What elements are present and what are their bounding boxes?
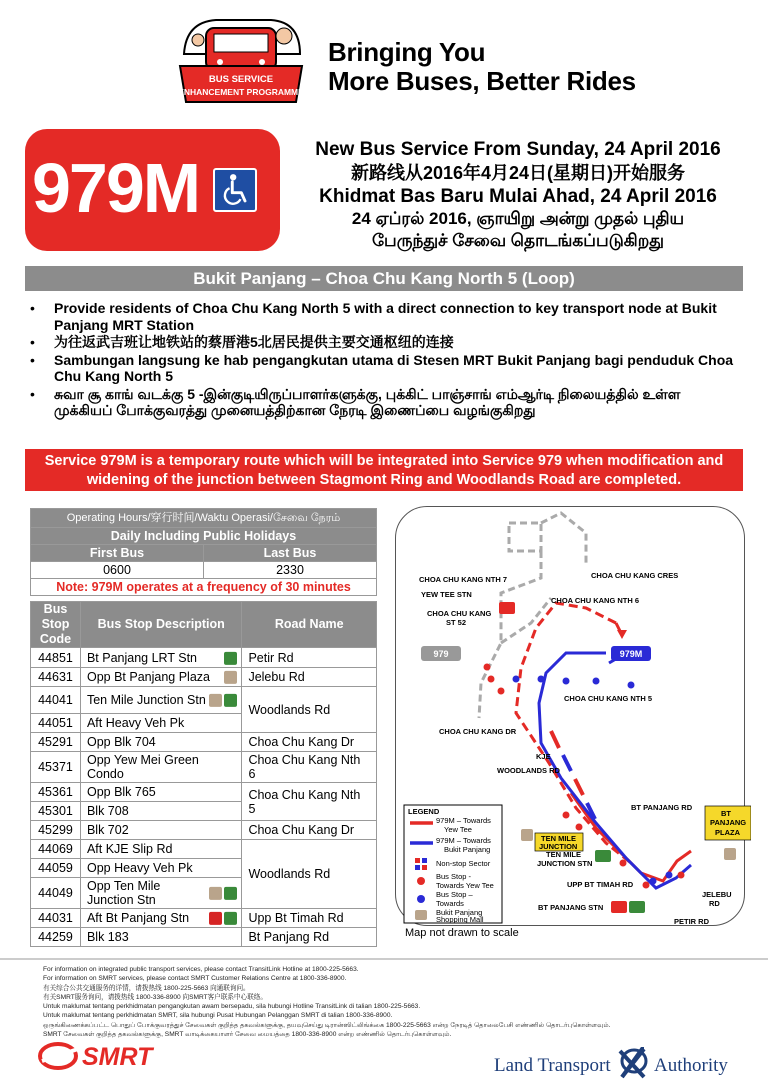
red-route-towards-yew-tee [516, 603, 631, 863]
stop-code: 44051 [31, 714, 81, 733]
legend-blue-stop-1: Bus Stop – [436, 890, 473, 899]
table-row [31, 840, 377, 859]
stop-description [80, 909, 241, 928]
footer-line: Untuk maklumat tentang perkhidmatan SMRT, sila hubungi Pusat Hubungan Pelanggan SMRT di talian 1800-336-8900. [43, 1012, 393, 1020]
table-row [31, 821, 377, 840]
stop-description: Aft Heavy Veh Pk [80, 714, 241, 733]
stop-code: 45361 [31, 783, 81, 802]
road-name: Choa Chu Kang Nth 5 [242, 783, 377, 821]
bus-stop-table [30, 601, 377, 947]
smrt-logo-text: SMRT [82, 1043, 153, 1071]
legend-red-stop-2: Towards Yew Tee [436, 881, 494, 890]
footer-divider [0, 958, 768, 960]
lta-logo-text-1: Land Transport [494, 1055, 611, 1076]
table-row [31, 668, 377, 687]
stop-description: Blk 702 [80, 821, 241, 840]
lta-logo [494, 1043, 754, 1081]
stop-description [80, 878, 241, 909]
road-name: Jelebu Rd [242, 668, 377, 687]
smrt-logo [38, 1041, 168, 1071]
road-name: Upp Bt Timah Rd [242, 909, 377, 928]
last-bus-label: Last Bus [203, 545, 376, 561]
label-bt-panjang-plaza-2: PANJANG [710, 818, 747, 827]
stop-description: Aft KJE Slip Rd [80, 840, 241, 859]
wheelchair-accessible-icon [213, 168, 257, 212]
stop-code: 45291 [31, 733, 81, 752]
header-stop-code: Bus Stop Code [31, 602, 81, 648]
road-name: Choa Chu Kang Dr [242, 821, 377, 840]
label-bt-panjang-plaza-1: BT [721, 809, 731, 818]
stop-description: Opp Heavy Veh Pk [80, 859, 241, 878]
operating-days [31, 528, 376, 545]
label-woodlands-rd: WOODLANDS RD [497, 766, 560, 775]
table-row [31, 928, 377, 947]
tagline-line-1: Bringing You [328, 37, 486, 67]
table-row [31, 909, 377, 928]
lta-logo-text-2: Authority [654, 1055, 728, 1076]
first-bus-label: First Bus [31, 545, 203, 561]
footer-line: For information on integrated public transport services, please contact TransitLink Hotline at 1800-225-5663. [43, 966, 359, 973]
operating-days-text: Daily Including Public Holidays [110, 529, 297, 543]
legend-blue-line-1: 979M – Towards [436, 836, 491, 845]
label-cck-nth7: CHOA CHU KANG NTH 7 [419, 575, 508, 584]
service-number: 979M [32, 149, 200, 227]
stop-description [80, 668, 241, 687]
benefit-chinese: • 为往返武吉班让地铁站的蔡厝港5北居民提供主要交通枢纽的连接 [28, 334, 740, 351]
road-name: Woodlands Rd [242, 687, 377, 733]
label-kje: KJE [536, 752, 551, 761]
label-ten-mile-1: TEN MILE [541, 834, 576, 843]
table-row [31, 733, 377, 752]
label-jelebu-2: RD [709, 899, 720, 908]
lrt-icon [224, 887, 237, 900]
service-979-label: 979 [433, 649, 449, 659]
stop-description: Blk 183 [80, 928, 241, 947]
stop-description-text: Aft Bt Panjang Stn [86, 911, 190, 925]
label-cck-st52-1: CHOA CHU KANG [427, 609, 492, 618]
start-malay: Khidmat Bas Baru Mulai Ahad, 24 April 2016 [319, 186, 717, 207]
lrt-icon [224, 652, 237, 665]
shopping-mall-icon [209, 887, 222, 900]
road-name: Woodlands Rd [242, 840, 377, 909]
label-yew-tee: YEW TEE STN [421, 590, 472, 599]
ten-mile-lrt-icon [595, 850, 611, 862]
header-road-name: Road Name [242, 602, 377, 648]
label-cck-nth5: CHOA CHU KANG NTH 5 [564, 694, 653, 703]
road-name: Choa Chu Kang Nth 6 [242, 752, 377, 783]
stop-code: 44049 [31, 878, 81, 909]
footer-contact-info [43, 965, 743, 1039]
legend-mall-icon [415, 910, 427, 920]
stop-description: Blk 708 [80, 802, 241, 821]
stop-description: Opp Blk 765 [80, 783, 241, 802]
bus-times-header-row [31, 545, 376, 562]
stop-description [80, 648, 241, 668]
legend-red-line-2: Yew Tee [444, 825, 472, 834]
yew-tee-mrt-icon [499, 602, 515, 614]
bus-service-enhancement-programme-logo [176, 14, 306, 108]
stop-code: 45299 [31, 821, 81, 840]
table-row [31, 648, 377, 668]
stop-code: 44059 [31, 859, 81, 878]
stop-code: 44259 [31, 928, 81, 947]
label-petir-rd: PETIR RD [674, 917, 710, 926]
stop-code: 45301 [31, 802, 81, 821]
stop-code: 44851 [31, 648, 81, 668]
footer-line: Untuk maklumat tentang perkhidmatan pengangkutan awam bersepadu, sila hubungi Hotline TransitLink di talian 1800-225-5663. [43, 1003, 421, 1011]
footer-line: SMRT சேவைகள் குறித்த தகவல்களுக்கு, SMRT வாடிக்கையாளர் சேவை மையத்தை 1800-336-8900 என்ற எண்ணில் தொடர்புகொள்ளவும். [43, 1031, 452, 1039]
table-row [31, 783, 377, 802]
table-row [31, 687, 377, 714]
operating-hours-table [30, 508, 377, 596]
shopping-mall-icon [224, 671, 237, 684]
stop-description-text: Ten Mile Junction Stn [86, 693, 206, 707]
stop-description: Opp Blk 704 [80, 733, 241, 752]
stop-code: 45371 [31, 752, 81, 783]
service-979m-label: 979M [619, 649, 643, 659]
first-bus-time: 0600 [103, 563, 131, 577]
legend-red-stop-1: Bus Stop - [436, 872, 472, 881]
start-english: New Bus Service From Sunday, 24 April 2016 [315, 139, 721, 160]
service-benefits-list [28, 300, 740, 420]
stop-code: 44031 [31, 909, 81, 928]
legend-blue-line-2: Bukit Panjang [444, 845, 491, 854]
frequency-note: Note: 979M operates at a frequency of 30 minutes [56, 580, 351, 594]
map-caption: Map not drawn to scale [405, 927, 519, 939]
legend-blue-stop-2: Towards [436, 899, 464, 908]
road-name: Petir Rd [242, 648, 377, 668]
stop-code: 44041 [31, 687, 81, 714]
legend-red-line-1: 979M – Towards [436, 816, 491, 825]
label-bt-panjang-rd: BT PANJANG RD [631, 803, 693, 812]
bus-stop-table-header [31, 602, 377, 648]
legend-non-stop-red-2 [422, 865, 427, 870]
legend-title: LEGEND [408, 807, 440, 816]
last-bus-time: 2330 [203, 562, 376, 578]
label-ten-mile-stn-2: JUNCTION STN [537, 859, 593, 868]
benefit-tamil: • சுவா சூ காங் வடக்கு 5 -இன்குடியிருப்பாளர்களுக்கு, புக்கிட் பாஞ்சாங் எம்ஆர்டி நிலையத்தில் உள்ள முக்கியப் போக்குவரத்து முனையத்திற்கான நேரடி இணைப்பை வழங்குகிறது [28, 386, 740, 419]
bt-panjang-lrt-icon [629, 901, 645, 913]
operating-hours-header-text: Operating Hours/穿行时间/Waktu Operasi/சேவை நேரம் [66, 512, 341, 524]
bt-panjang-plaza-mall-icon [724, 848, 736, 860]
start-chinese: 新路线从2016年4月24日(星期日)开始服务 [350, 163, 686, 183]
svg-text:ENHANCEMENT PROGRAMME: ENHANCEMENT PROGRAMME [178, 87, 304, 97]
legend-mall: Shopping Mall [436, 915, 484, 924]
service-start-announcement [283, 138, 753, 252]
legend-blue-stop-3: Bukit Panjang [436, 908, 483, 917]
legend-non-stop-red [415, 858, 420, 863]
stop-description: Opp Yew Mei Green Condo [80, 752, 241, 783]
start-tamil-1: 24 ஏப்ரல் 2016, ஞாயிறு அன்று முதல் புதிய [351, 209, 685, 228]
legend-red-stop [417, 877, 425, 885]
operating-hours-header [31, 509, 376, 528]
legend-non-stop-blue [422, 858, 427, 863]
blue-bus-stops [513, 676, 673, 885]
header-stop-description: Bus Stop Description [80, 602, 241, 648]
bus-times-row [31, 562, 376, 579]
stop-description-text: Opp Bt Panjang Plaza [86, 670, 210, 684]
footer-line: ஒருங்கிணைக்கப்பட்ட பொதுப் போக்குவரத்துச் சேவைகள் குறித்த தகவல்களுக்கு, தயவுசெய்து டிரான்ஸிட்லிங்க்கை 1800-225-5663 என்ற நேரடித் தொலைபேசி எண்ணில் தொடர்புகொள்ளவும். [43, 1021, 611, 1029]
road-name: Choa Chu Kang Dr [242, 733, 377, 752]
route-title: Bukit Panjang – Choa Chu Kang North 5 (Loop) [25, 266, 743, 291]
label-bt-panjang-plaza-3: PLAZA [715, 828, 740, 837]
temporary-route-notice: Service 979M is a temporary route which will be integrated into Service 979 when modification and widening of the junction between Stagmont Ring and Woodlands Road are completed. [25, 449, 743, 491]
legend-non-stop-blue-2 [415, 865, 420, 870]
stop-code: 44631 [31, 668, 81, 687]
label-bt-panjang-stn: BT PANJANG STN [538, 903, 604, 912]
stop-description-text: Opp Ten Mile Junction Stn [86, 879, 161, 907]
tagline-line-2: More Buses, Better Rides [328, 66, 636, 96]
footer-line: 有关SMRT服务询问，请拨热线 1800-336-8900 向SMRT客户联系中心联络。 [43, 993, 267, 1001]
label-cck-dr: CHOA CHU KANG DR [439, 727, 517, 736]
stop-description-text: Bt Panjang LRT Stn [86, 650, 197, 665]
label-cck-nth6: CHOA CHU KANG NTH 6 [551, 596, 640, 605]
label-cck-cres: CHOA CHU KANG CRES [591, 571, 679, 580]
mrt-icon [209, 912, 222, 925]
tagline [328, 38, 636, 96]
stop-description [80, 687, 241, 714]
service-979-route [479, 513, 586, 718]
benefit-english: • Provide residents of Choa Chu Kang North 5 with a direct connection to key transport node at Bukit Panjang MRT Station [28, 300, 740, 333]
legend-non-stop: Non-stop Sector [436, 859, 491, 868]
stop-code: 44069 [31, 840, 81, 859]
label-cck-st52-2: ST 52 [446, 618, 467, 627]
benefit-malay: • Sambungan langsung ke hab pengangkutan utama di Stesen MRT Bukit Panjang bagi penduduk Choa Chu Kang North 5 [28, 352, 740, 385]
bt-panjang-mrt-icon [611, 901, 627, 913]
lrt-icon [224, 912, 237, 925]
road-name: Bt Panjang Rd [242, 928, 377, 947]
label-ten-mile-2: JUNCTION [539, 842, 578, 851]
svg-text:BUS SERVICE: BUS SERVICE [208, 74, 274, 85]
legend-blue-stop [417, 895, 425, 903]
label-jelebu-1: JELEBU [702, 890, 732, 899]
label-upp-bt-timah: UPP BT TIMAH RD [567, 880, 634, 889]
ten-mile-mall-icon [521, 829, 533, 841]
footer-line: For information on SMRT services, please contact SMRT Customer Relations Centre at 1800-336-8900. [43, 975, 347, 983]
label-ten-mile-stn-1: TEN MILE [546, 850, 581, 859]
red-route-arrowhead [617, 630, 627, 639]
shopping-mall-icon [209, 694, 222, 707]
footer-line: 有关综合公共交通服务的详情，请拨热线 1800-225-5663 向通联询问。 [43, 984, 250, 992]
start-tamil-2: பேருந்துச் சேவை தொடங்கப்படுகிறது [371, 231, 665, 250]
table-row [31, 752, 377, 783]
route-map [391, 503, 751, 943]
lrt-icon [224, 694, 237, 707]
